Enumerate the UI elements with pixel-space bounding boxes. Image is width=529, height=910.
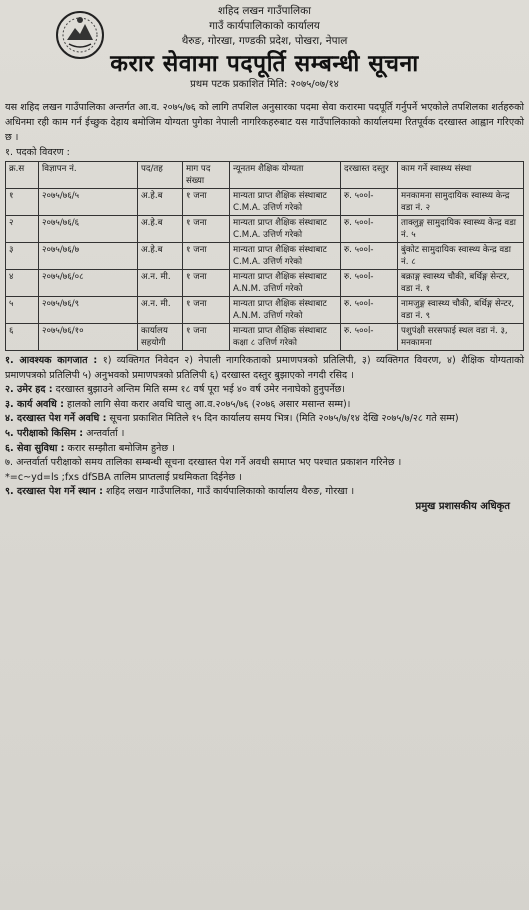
table-header-cell: माग पद संख्या: [183, 162, 230, 189]
condition-text: शहिद लखन गाउँपालिका, गाउँ कार्यपालिकाको कार्यालय थैरुङ, गोरखा ।: [102, 486, 355, 498]
table-cell: मान्यता प्राप्त शैक्षिक संस्थाबाट C.M.A. उत्तिर्ण गरेको: [230, 243, 341, 270]
condition-documents: [5, 354, 524, 383]
table-cell: १ जना: [183, 297, 230, 324]
condition-text: *=c~yd=ls ;fxs dfSBA तालिम प्राप्तलाई प्रथमिकता दिईनेछ ।: [5, 471, 242, 483]
table-cell: नामजुङ्ग स्वास्थ्य चौकी, बर्थिङ्ग सेन्टर, वडा नं. ९: [398, 297, 524, 324]
publish-date: प्रथम पटक प्रकाशित मिति: २०७५/०७/१४: [190, 79, 339, 90]
table-row: [6, 297, 524, 324]
table-cell: मान्यता प्राप्त शैक्षिक संस्थाबाट C.M.A. उत्तिर्ण गरेको: [230, 216, 341, 243]
office-address: थैरुङ, गोरखा, गण्डकी प्रदेश, पोखरा, नेपाल: [181, 35, 348, 47]
condition-text: सूचना प्रकाशित मितिले १५ दिन कार्यालय समय भित्र। (मिति २०७५/७/१४ देखि २०७५/७/२८ गते सम्म): [106, 413, 459, 425]
post-details-table: [5, 161, 524, 351]
table-cell: २०७५/७६/७: [39, 243, 138, 270]
table-cell: रु. ५००l-: [341, 270, 398, 297]
table-cell: २०७५/७६/९: [39, 297, 138, 324]
condition-facilities: [5, 442, 524, 457]
table-cell: ५: [6, 297, 39, 324]
condition-text: ७. अन्तर्वार्ता परीक्षाको समय तालिका सम्बन्धी सूचना दरखास्त पेश गर्ने अवधी समाप्त भए पश्चात प्रकाशन गरिनेछ ।: [5, 457, 402, 469]
condition-exam-type: [5, 427, 524, 442]
condition-label: २. उमेर हद :: [5, 384, 53, 396]
condition-text: १) व्यक्तिगत निवेदन २) नेपाली नागरिकताको प्रमाणपत्रको प्रतिलिपी, ३) व्यक्तिगत विवरण, ४) शैक्षिक योग्यताको प्रमाणपत्रको प्रतिलिपी ५) अनुभवको प्रमाणपत्रको प्रतिलिपी ६) दरखास्त दस्तुर बुझाएको नगदी रसिद ।: [5, 355, 524, 381]
table-cell: २०७५/७६/१०: [39, 324, 138, 351]
municipality-name: शहिद लखन गाउँपालिका: [218, 5, 311, 17]
table-cell: अ.हे.ब: [138, 243, 183, 270]
table-cell: अ.न. मी.: [138, 297, 183, 324]
notice-header: [5, 4, 524, 98]
notice-conditions: [5, 354, 524, 500]
table-cell: अ.न. मी.: [138, 270, 183, 297]
condition-label: १. आवश्यक कागजात :: [5, 355, 98, 366]
table-row: [6, 216, 524, 243]
table-cell: रु. ५००l-: [341, 243, 398, 270]
table-cell: २: [6, 216, 39, 243]
table-cell: ३: [6, 243, 39, 270]
table-cell: बुंकोट सामुदायिक स्वास्थ्य केन्द्र वडा नं. ८: [398, 243, 524, 270]
table-row: [6, 270, 524, 297]
table-cell: मान्यता प्राप्त शैक्षिक संस्थाबाट A.N.M. उत्तिर्ण गरेको: [230, 297, 341, 324]
table-cell: ४: [6, 270, 39, 297]
table-cell: कार्यालय सहयोगी: [138, 324, 183, 351]
table-cell: मान्यता प्राप्त शैक्षिक संस्थाबाट कक्षा ८ उत्तिर्ण गरेको: [230, 324, 341, 351]
table-header-cell: विज्ञापन नं.: [39, 162, 138, 189]
table-cell: १ जना: [183, 324, 230, 351]
office-name: गाउँ कार्यपालिकाको कार्यालय: [209, 20, 320, 32]
table-row: [6, 324, 524, 351]
table-cell: ६: [6, 324, 39, 351]
table-cell: रु. ५००l-: [341, 189, 398, 216]
condition-text: करार सम्झौता बमोजिम हुनेछ ।: [64, 442, 175, 454]
table-header-cell: दरखास्त दस्तुर: [341, 162, 398, 189]
notice-title: करार सेवामा पदपूर्ति सम्बन्धी सूचना: [110, 50, 419, 77]
table-cell: मान्यता प्राप्त शैक्षिक संस्थाबाट A.N.M. उत्तिर्ण गरेको: [230, 270, 341, 297]
table-cell: अ.हे.ब: [138, 216, 183, 243]
table-cell: बक्राङ्ग स्वास्थ्य चौकी, बर्थिङ्ग सेन्टर, वडा नं. १: [398, 270, 524, 297]
condition-text: अन्तर्वार्ता ।: [83, 427, 125, 439]
condition-label: ९. दरखास्त पेश गर्ने स्थान :: [5, 486, 103, 498]
table-cell: रु. ५००l-: [341, 324, 398, 351]
table-cell: १ जना: [183, 189, 230, 216]
table-cell: १: [6, 189, 39, 216]
table-cell: अ.हे.ब: [138, 189, 183, 216]
intro-paragraph: यस शहिद लखन गाउँपालिका अन्तर्गत आ.व. २०७५/७६ को लागि तपशिल अनुसारका पदमा सेवा करारमा पदपूर्ति गर्नुपर्ने भएकोले तपशिलका शर्तहरुको अधिनमा रही काम गर्न ईच्छुक देहाय बमोजिम योग्यता पुगेका नेपाली नागरिकहरुबाट यस गाउँपालिकाको कार्यालयमा रितपूर्वक दरखास्त आह्वान गरिएको छ ।: [5, 102, 524, 143]
table-header-row: [6, 162, 524, 189]
table-header-cell: काम गर्ने स्वास्थ्य संस्था: [398, 162, 524, 189]
condition-text: दरखास्त बुझाउने अन्तिम मिति सम्म १८ वर्ष पूरा भई ४० वर्ष उमेर ननाघेको हुनुपर्नेछ।: [52, 384, 346, 396]
table-cell: २०७५/७६/०८: [39, 270, 138, 297]
table-cell: ताक्लुङ्ग सामुदायिक स्वास्थ्य केन्द्र वडा नं. ५: [398, 216, 524, 243]
table-header-cell: न्यूनतम शैक्षिक योग्यता: [230, 162, 341, 189]
table-cell: २०७५/७६/६: [39, 216, 138, 243]
table-header-cell: क्र.स: [6, 162, 39, 189]
table-cell: मान्यता प्राप्त शैक्षिक संस्थाबाट C.M.A. उत्तिर्ण गरेको: [230, 189, 341, 216]
condition-label: ६. सेवा सुविधा :: [5, 442, 65, 454]
table-cell: पशुपंक्षी सरसफाई स्थल वडा नं. ३, मनकामना: [398, 324, 524, 351]
condition-interview-schedule: [5, 456, 524, 471]
condition-text: हालको लागि सेवा करार अवधि चालु आ.व.२०७५/७६ (२०७६ असार मसान्त सम्म)।: [63, 398, 351, 410]
table-cell: १ जना: [183, 270, 230, 297]
condition-label: ४. दरखास्त पेश गर्ने अवधि :: [5, 413, 107, 425]
condition-label: ३. कार्य अवधि :: [5, 398, 64, 410]
table-row: [6, 243, 524, 270]
condition-age-limit: [5, 383, 524, 398]
government-emblem-icon: [55, 10, 105, 60]
condition-work-period: [5, 398, 524, 413]
table-cell: १ जना: [183, 216, 230, 243]
table-cell: रु. ५००l-: [341, 216, 398, 243]
table-cell: रु. ५००l-: [341, 297, 398, 324]
condition-submission-period: [5, 412, 524, 427]
table-cell: मनकामना सामुदायिक स्वास्थ्य केन्द्र वडा नं. २: [398, 189, 524, 216]
signature-title: प्रमुख प्रशासकीय अधिकृत: [415, 500, 510, 512]
section-post-details: १. पदको विवरण :: [5, 147, 70, 158]
condition-submission-place: [5, 485, 524, 500]
table-header-cell: पद/तह: [138, 162, 183, 189]
table-cell: २०७५/७६/५: [39, 189, 138, 216]
table-cell: १ जना: [183, 243, 230, 270]
condition-label: ५. परीक्षाको किसिम :: [5, 427, 84, 439]
condition-training-priority: [5, 471, 524, 486]
table-row: [6, 189, 524, 216]
